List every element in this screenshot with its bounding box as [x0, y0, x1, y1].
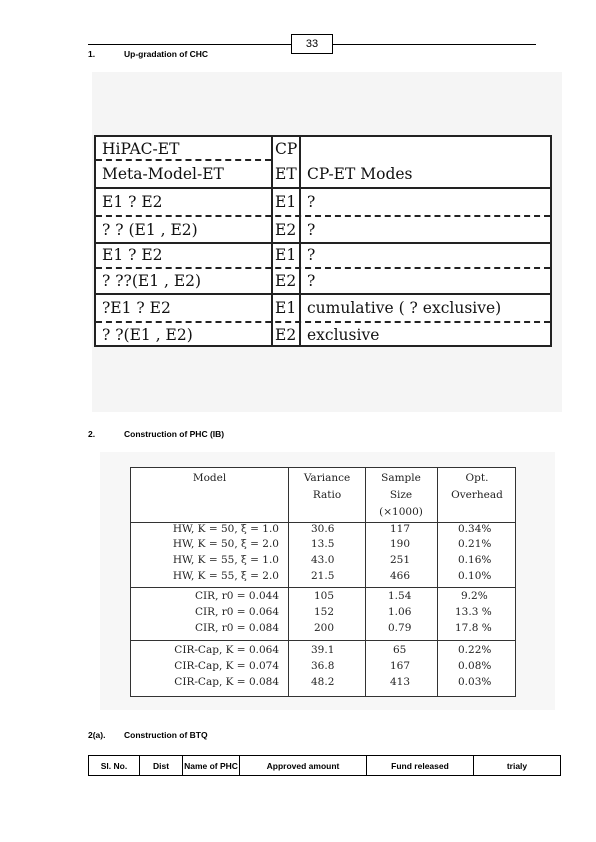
- col-name-of-phc: Name of PHC: [183, 756, 240, 776]
- row-2-e1: E1: [275, 246, 297, 264]
- row-model: HW, K = 55, ξ = 2.0: [172, 570, 279, 582]
- section-title: Up-gradation of CHC: [124, 49, 209, 59]
- row-2-mode-a: ?: [307, 246, 316, 264]
- row-variance: 36.8: [311, 660, 335, 672]
- col-sl-no: Sl. No.: [89, 756, 140, 776]
- section-title: Construction of BTQ: [124, 730, 208, 740]
- row-1-b: ? ? (E1 , E2): [102, 221, 198, 239]
- row-model: HW, K = 50, ξ = 1.0: [172, 523, 279, 535]
- col-dist: Dist: [140, 756, 183, 776]
- header-model: Model: [192, 472, 227, 484]
- row-variance: 30.6: [311, 523, 335, 535]
- header-opt-overhead: Opt. Overhead: [451, 472, 503, 501]
- page-number: 33: [291, 34, 333, 54]
- section-1-heading: [88, 49, 208, 59]
- row-1-e1: E1: [275, 193, 297, 211]
- row-variance: 43.0: [311, 554, 335, 566]
- row-sample: 251: [390, 554, 411, 566]
- section-title: Construction of PHC (IB): [124, 429, 225, 439]
- row-3-a: ?E1 ? E2: [102, 299, 171, 317]
- row-overhead: 0.22%: [458, 644, 492, 656]
- section-number: 1.: [88, 49, 96, 59]
- col-fund-released: Fund released: [367, 756, 474, 776]
- section-2-heading: [88, 429, 224, 439]
- row-2-mode-b: ?: [307, 272, 316, 290]
- row-2-b: ? ??(E1 , E2): [102, 272, 202, 290]
- header-sample-size: Sample Size (×1000): [379, 472, 423, 518]
- header-et: ET: [275, 165, 297, 183]
- btq-table: [88, 755, 561, 776]
- row-overhead: 0.16%: [458, 554, 492, 566]
- header-cp: CP: [275, 140, 298, 158]
- row-model: CIR, r0 = 0.084: [195, 622, 279, 634]
- row-overhead: 0.10%: [458, 570, 492, 582]
- event-table: [94, 135, 552, 347]
- section-number: 2(a).: [88, 730, 106, 740]
- row-overhead: 0.21%: [458, 538, 492, 550]
- header-modes: CP-ET Modes: [307, 165, 413, 183]
- row-variance: 152: [314, 606, 335, 618]
- row-1-e2: E2: [275, 221, 297, 239]
- row-3-e1: E1: [275, 299, 297, 317]
- row-model: HW, K = 50, ξ = 2.0: [172, 538, 279, 550]
- row-overhead: 9.2%: [461, 590, 488, 602]
- row-3-b: ? ?(E1 , E2): [102, 326, 193, 344]
- row-model: CIR-Cap, K = 0.064: [174, 644, 279, 656]
- row-sample: 167: [390, 660, 411, 672]
- header-meta-model: Meta-Model-ET: [102, 165, 224, 183]
- section-2a-heading: [88, 730, 208, 740]
- row-sample: 1.54: [388, 590, 412, 602]
- row-2-a: E1 ? E2: [102, 246, 163, 264]
- header-hipac: HiPAC-ET: [102, 140, 180, 158]
- row-model: HW, K = 55, ξ = 1.0: [172, 554, 279, 566]
- row-sample: 65: [393, 644, 407, 656]
- row-sample: 413: [390, 676, 411, 688]
- row-sample: 0.79: [388, 622, 412, 634]
- row-variance: 48.2: [311, 676, 335, 688]
- row-overhead: 0.08%: [458, 660, 492, 672]
- row-2-e2: E2: [275, 272, 297, 290]
- row-variance: 21.5: [311, 570, 335, 582]
- row-overhead: 13.3 %: [455, 606, 492, 618]
- row-variance: 105: [314, 590, 335, 602]
- row-model: CIR, r0 = 0.064: [195, 606, 279, 618]
- header-variance-ratio: Variance Ratio: [303, 472, 351, 501]
- row-overhead: 0.03%: [458, 676, 492, 688]
- row-3-e2: E2: [275, 326, 297, 344]
- row-overhead: 0.34%: [458, 523, 492, 535]
- row-model: CIR-Cap, K = 0.084: [174, 676, 279, 688]
- row-1-mode-b: ?: [307, 221, 316, 239]
- col-trialy: trialy: [474, 756, 561, 776]
- col-approved-amount: Approved amount: [240, 756, 367, 776]
- row-1-a: E1 ? E2: [102, 193, 163, 211]
- btq-header-row: [89, 756, 561, 776]
- row-sample: 117: [390, 523, 411, 535]
- row-variance: 200: [314, 622, 335, 634]
- row-variance: 13.5: [311, 538, 335, 550]
- row-1-mode-a: ?: [307, 193, 316, 211]
- section-number: 2.: [88, 429, 96, 439]
- row-sample: 466: [390, 570, 411, 582]
- model-table: [130, 467, 516, 697]
- row-3-mode-a: cumulative ( ? exclusive): [307, 299, 502, 317]
- row-overhead: 17.8 %: [455, 622, 492, 634]
- row-3-mode-b: exclusive: [307, 326, 380, 344]
- row-model: CIR-Cap, K = 0.074: [174, 660, 279, 672]
- row-model: CIR, r0 = 0.044: [195, 590, 279, 602]
- row-sample: 190: [390, 538, 411, 550]
- row-sample: 1.06: [388, 606, 412, 618]
- row-variance: 39.1: [311, 644, 335, 656]
